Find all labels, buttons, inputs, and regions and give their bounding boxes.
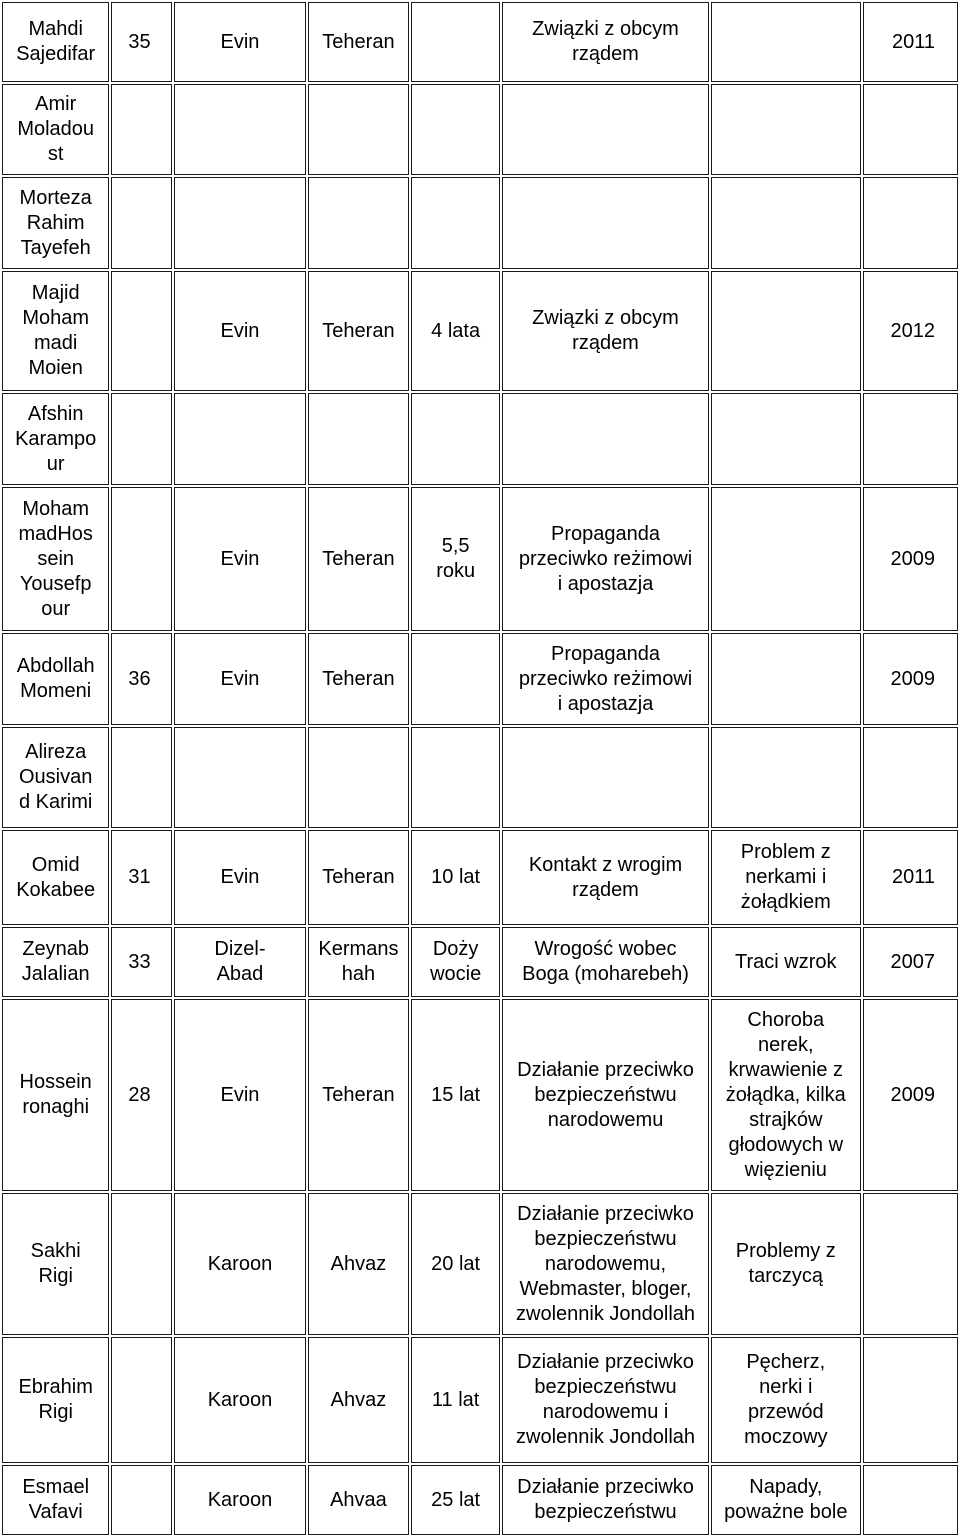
sentence-cell: 11 lat [411,1337,500,1463]
prison-cell: Evin [174,271,306,391]
table-row [2,1465,958,1535]
table-row [2,2,958,82]
health-cell: Problemy z tarczycą [711,1193,861,1335]
city-cell: Ahvaz [308,1193,409,1335]
sentence-cell: 10 lat [411,830,500,925]
table-row [2,84,958,175]
year-cell [863,1337,958,1463]
year-cell [863,84,958,175]
city-cell: Teheran [308,271,409,391]
sentence-cell: Doży wocie [411,927,500,997]
prison-cell: Evin [174,830,306,925]
charge-cell [502,84,709,175]
health-cell [711,633,861,725]
charge-cell: Związki z obcym rządem [502,271,709,391]
health-cell: Choroba nerek, krwawienie z żołądka, kilka strajków głodowych w więzieniu [711,999,861,1191]
city-cell: Ahvaz [308,1337,409,1463]
prison-cell [174,177,306,269]
sentence-cell [411,84,500,175]
year-cell: 2009 [863,633,958,725]
table-row [2,999,958,1191]
city-cell: Teheran [308,2,409,82]
health-cell [711,2,861,82]
year-cell: 2009 [863,999,958,1191]
charge-cell: Działanie przeciwko bezpieczeństwu narodowemu i zwolennik Jondollah [502,1337,709,1463]
city-cell [308,727,409,828]
prison-cell [174,393,306,485]
person-name-cell: Majid Moham madi Moien [2,271,109,391]
year-cell: 2011 [863,2,958,82]
person-name-cell: Mahdi Sajedifar [2,2,109,82]
charge-cell [502,177,709,269]
prison-cell [174,727,306,828]
prison-cell: Evin [174,2,306,82]
table-body [2,2,958,1535]
person-name-cell: Afshin Karampo ur [2,393,109,485]
health-cell: Pęcherz, nerki i przewód moczowy [711,1337,861,1463]
sentence-cell [411,2,500,82]
age-cell [111,271,172,391]
prison-cell: Dizel- Abad [174,927,306,997]
sentence-cell: 5,5 roku [411,487,500,631]
city-cell [308,84,409,175]
age-cell [111,1465,172,1535]
person-name-cell: Morteza Rahim Tayefeh [2,177,109,269]
city-cell: Kermans hah [308,927,409,997]
year-cell: 2007 [863,927,958,997]
prison-cell: Karoon [174,1193,306,1335]
table-row [2,487,958,631]
charge-cell: Wrogość wobec Boga (moharebeh) [502,927,709,997]
person-name-cell: Zeynab Jalalian [2,927,109,997]
age-cell: 28 [111,999,172,1191]
table-row [2,727,958,828]
person-name-cell: Abdollah Momeni [2,633,109,725]
health-cell [711,393,861,485]
age-cell [111,393,172,485]
sentence-cell: 20 lat [411,1193,500,1335]
health-cell [711,727,861,828]
person-name-cell: Amir Moladou st [2,84,109,175]
person-name-cell: Sakhi Rigi [2,1193,109,1335]
prison-cell: Evin [174,633,306,725]
city-cell: Ahvaa [308,1465,409,1535]
charge-cell: Kontakt z wrogim rządem [502,830,709,925]
prison-cell: Karoon [174,1337,306,1463]
sentence-cell: 15 lat [411,999,500,1191]
age-cell: 35 [111,2,172,82]
table-row [2,830,958,925]
prison-cell: Evin [174,487,306,631]
year-cell: 2011 [863,830,958,925]
year-cell [863,1193,958,1335]
city-cell: Teheran [308,487,409,631]
charge-cell: Działanie przeciwko bezpieczeństwu narodowemu [502,999,709,1191]
sentence-cell: 4 lata [411,271,500,391]
sentence-cell [411,633,500,725]
sentence-cell [411,393,500,485]
person-name-cell: Ebrahim Rigi [2,1337,109,1463]
table-row [2,1193,958,1335]
table-row [2,927,958,997]
age-cell: 33 [111,927,172,997]
health-cell: Napady, poważne bole [711,1465,861,1535]
prison-cell [174,84,306,175]
person-name-cell: Esmael Vafavi [2,1465,109,1535]
year-cell [863,727,958,828]
year-cell: 2009 [863,487,958,631]
city-cell: Teheran [308,633,409,725]
charge-cell [502,393,709,485]
health-cell: Traci wzrok [711,927,861,997]
age-cell [111,177,172,269]
age-cell [111,84,172,175]
year-cell [863,1465,958,1535]
age-cell [111,727,172,828]
year-cell [863,393,958,485]
sentence-cell [411,177,500,269]
table-row [2,177,958,269]
health-cell [711,487,861,631]
health-cell [711,271,861,391]
sentence-cell [411,727,500,828]
person-name-cell: Alireza Ousivan d Karimi [2,727,109,828]
table-row [2,393,958,485]
charge-cell: Związki z obcym rządem [502,2,709,82]
table-row [2,1337,958,1463]
age-cell [111,487,172,631]
charge-cell: Działanie przeciwko bezpieczeństwu [502,1465,709,1535]
table-row [2,271,958,391]
charge-cell: Działanie przeciwko bezpieczeństwu narodowemu, Webmaster, bloger, zwolennik Jondollah [502,1193,709,1335]
year-cell [863,177,958,269]
year-cell: 2012 [863,271,958,391]
age-cell [111,1337,172,1463]
health-cell: Problem z nerkami i żołądkiem [711,830,861,925]
city-cell [308,393,409,485]
health-cell [711,84,861,175]
prison-cell: Evin [174,999,306,1191]
health-cell [711,177,861,269]
city-cell: Teheran [308,830,409,925]
charge-cell [502,727,709,828]
age-cell [111,1193,172,1335]
city-cell: Teheran [308,999,409,1191]
person-name-cell: Omid Kokabee [2,830,109,925]
prison-cell: Karoon [174,1465,306,1535]
person-name-cell: Moham madHos sein Yousefp our [2,487,109,631]
charge-cell: Propaganda przeciwko reżimowi i apostazja [502,633,709,725]
city-cell [308,177,409,269]
table-row [2,633,958,725]
sentence-cell: 25 lat [411,1465,500,1535]
charge-cell: Propaganda przeciwko reżimowi i apostazja [502,487,709,631]
age-cell: 31 [111,830,172,925]
age-cell: 36 [111,633,172,725]
person-name-cell: Hossein ronaghi [2,999,109,1191]
